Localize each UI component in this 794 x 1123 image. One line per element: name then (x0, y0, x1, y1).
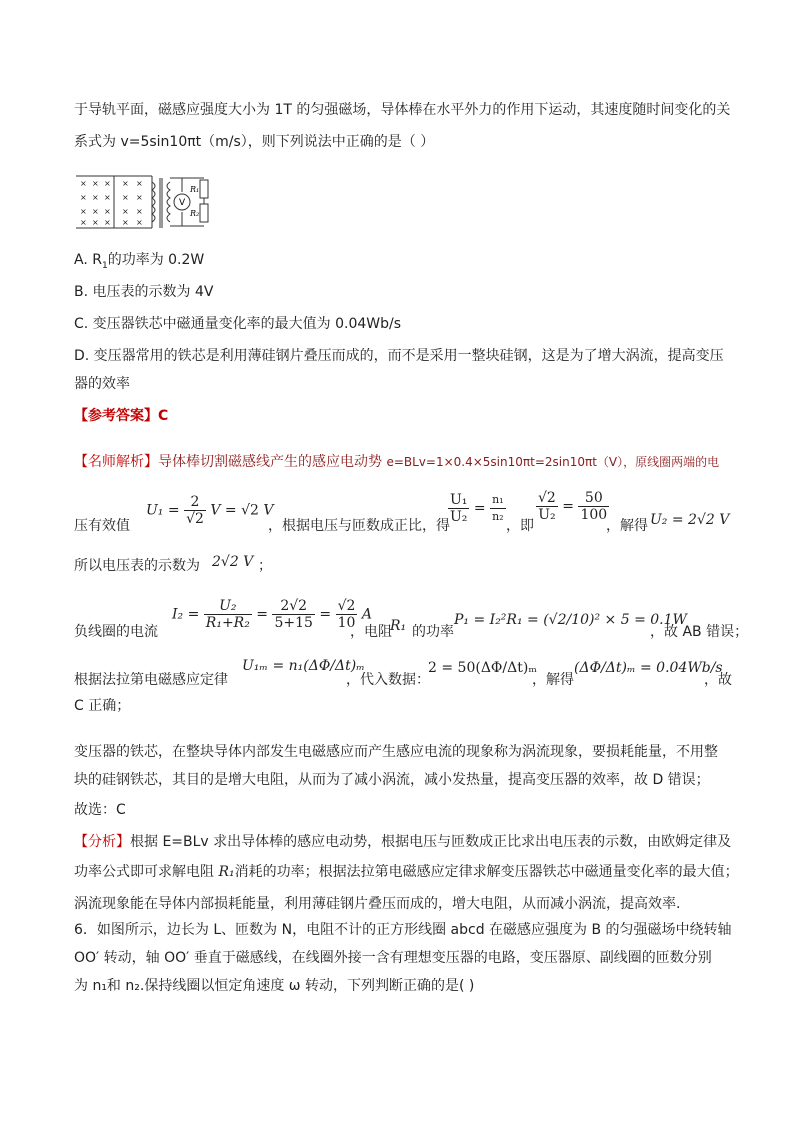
frac-den: √2 (186, 511, 204, 527)
ratio-n-num: n₁ (490, 492, 506, 509)
fenxi-line-1 (74, 832, 731, 852)
question-line-1: 于导轨平面，磁感应强度大小为 1T 的匀强磁场，导体棒在水平外力的作用下运动，其速度随时间变化的关 (74, 102, 731, 118)
svg-text:×: × (80, 218, 87, 227)
fenxi-r1: R₁ (218, 864, 235, 880)
analysis-line-3: 所以电压表的示数为 (74, 558, 200, 574)
q6-line-1: 6．如图所示，边长为 L、匝数为 N，电阻不计的正方形线圈 abcd 在磁感应强度为 B 的匀强磁场中绕转轴 (74, 922, 732, 938)
q6-line-3: 为 n₁和 n₂.保持线圈以恒定角速度 ω 转动，下列判断正确的是( ) (74, 978, 475, 994)
q6-line-2: OO′ 转动，轴 OO′ 垂直于磁感线，在线圈外接一含有理想变压器的电路，变压器原、副线圈的匝数分别 (74, 950, 712, 966)
eq-sqrt2: √2 (241, 502, 259, 519)
svg-text:×: × (122, 207, 129, 216)
analysis-line-4d: ，故 AB 错误； (650, 624, 749, 640)
rv-n-den: 100 (580, 507, 608, 523)
eq-result: (ΔΦ/Δt)ₘ = 0.04Wb/s (574, 660, 723, 676)
fenxi-text-2b: 消耗的功率；根据法拉第电磁感应定律求解变压器铁芯中磁通量变化率的最大值； (234, 864, 739, 880)
svg-text:×: × (136, 193, 143, 202)
rv-den: U₂ (538, 507, 556, 523)
analysis-line-6: C 正确； (74, 698, 131, 714)
i2-num2: 2√2 (272, 598, 314, 615)
r1-label: R₁ (190, 185, 200, 194)
frac-num: 2 (184, 494, 206, 511)
ratio-values-n (578, 490, 609, 523)
voltmeter-label: V (179, 198, 186, 208)
ratio-values-u (536, 490, 558, 523)
svg-text:×: × (136, 207, 143, 216)
option-d-line-1: D. 变压器常用的铁芯是利用薄硅钢片叠压而成的，而不是采用一整块硅钢，这是为了增大涡流，提高变压 (74, 348, 724, 364)
i2-frac1 (204, 598, 252, 631)
analysis-line-7: 变压器的铁芯，在整块导体内部发生电磁感应而产生感应电流的现象称为涡流现象，要损耗能量，不用整 (74, 744, 718, 760)
reference-answer: 【参考答案】C (74, 408, 169, 424)
rv-num: √2 (538, 490, 556, 506)
i2-unit: A (361, 606, 372, 623)
eq-u1: U₁ = $\frac{2}{√2}$ V = √2 V (146, 494, 274, 527)
analysis-line-2b: ，根据电压与匝数成正比，得 (268, 518, 450, 534)
eq-unit-v: V (210, 502, 221, 519)
option-a-prefix: A. R (74, 252, 102, 268)
analysis-line-9: 故选：C (74, 802, 126, 818)
fenxi-text-2a: 功率公式即可求解电阻 (74, 864, 214, 880)
option-d-line-2: 器的效率 (74, 376, 130, 392)
eq-r1: R₁ (390, 618, 407, 634)
analysis-line-2d: ，解得 (606, 518, 648, 534)
eq-ratio-values: $\frac{√2}{\text{U₂}}$ = $\frac{50}{100}$ (538, 490, 608, 523)
i2-frac2 (272, 598, 314, 631)
svg-text:×: × (122, 193, 129, 202)
svg-text:×: × (92, 193, 99, 202)
analysis-label: 【名师解析】 (74, 454, 158, 470)
analysis-line-3b: ； (258, 558, 272, 574)
ratio-u-num: U₁ (450, 492, 468, 508)
analysis-line-5c: ，解得 (532, 672, 574, 688)
eq-u2-result: U₂ = 2√2 V (650, 512, 730, 528)
eq-u1m: U₁ₘ = n₁(ΔΦ/Δt)ₘ (242, 658, 365, 674)
r2-label: R₂ (190, 209, 200, 218)
i2-den: R₁+R₂ (205, 615, 250, 631)
svg-text:×: × (104, 193, 111, 202)
analysis-line-5a: 根据法拉第电磁感应定律 (74, 672, 228, 688)
analysis-text-1b: e=BLv=1×0.4×5sin10πt=2sin10πt（V），原线圈两端的电 (386, 455, 720, 469)
fenxi-line-3: 涡流现象能在导体内部损耗能量，利用薄硅钢片叠压而成的，增大电阻，从而减小涡流，提高效率. (74, 896, 681, 912)
svg-text:×: × (136, 218, 143, 227)
ratio-u (448, 492, 469, 525)
svg-text:×: × (104, 207, 111, 216)
i2-den3: 10 (337, 615, 356, 631)
svg-text:×: × (80, 193, 87, 202)
eq-ratio: $\frac{\text{U₁}}{\text{U₂}}$ = $\frac{\text{n₁}}{\text{n₂}}$ (450, 492, 504, 525)
analysis-line-2a: 压有效值 (74, 518, 130, 534)
circuit-diagram (74, 172, 214, 232)
eq-u1-sym: U₁ (146, 502, 164, 519)
svg-text:×: × (104, 179, 111, 188)
i2-sym: I₂ (172, 606, 184, 623)
option-a (74, 250, 204, 276)
i2-num3: √2 (337, 598, 356, 614)
option-a-text: 的功率为 0.2W (107, 252, 205, 268)
fenxi-text-1: 根据 E=BLv 求出导体棒的感应电动势，根据电压与匝数成正比求出电压表的示数，由欧姆定律及 (130, 834, 732, 850)
question-line-2: 系式为 v=5sin10πt（m/s），则下列说法中正确的是（ ） (74, 134, 435, 150)
option-a-sub: 1 (101, 260, 108, 271)
svg-text:×: × (122, 218, 129, 227)
analysis-text-1a: 导体棒切割磁感线产生的感应电动势 (158, 454, 382, 470)
eq-unit-v2: V (263, 502, 274, 519)
svg-text:×: × (92, 179, 99, 188)
analysis-line-4b: ，电阻 (350, 624, 392, 640)
eq-u1-frac (184, 494, 206, 527)
ratio-n (490, 492, 506, 525)
eq-p1: P₁ = I₂²R₁ = (√2/10)² × 5 = 0.1W (454, 612, 687, 628)
option-c: C. 变压器铁芯中磁通量变化率的最大值为 0.04Wb/s (74, 316, 402, 332)
option-b: B. 电压表的示数为 4V (74, 284, 214, 300)
fenxi-line-2 (74, 862, 739, 882)
eq-subst: 2 = 50(ΔΦ/Δt)ₘ (428, 660, 537, 676)
svg-text:×: × (122, 179, 129, 188)
svg-text:×: × (92, 218, 99, 227)
i2-num: U₂ (204, 598, 252, 615)
fenxi-label: 【分析】 (74, 834, 130, 850)
analysis-line-1 (74, 452, 719, 472)
analysis-line-4a: 负线圈的电流 (74, 624, 158, 640)
eq-i2: I₂ = $\frac{\text{U₂}}{\text{R₁+R₂}}$ = $\frac{2√2}{5+15}$ = $\frac{√2}{10}$ A (172, 598, 372, 631)
analysis-line-5b: ，代入数据： (346, 672, 430, 688)
svg-text:×: × (104, 218, 111, 227)
rv-n-num: 50 (578, 490, 609, 507)
analysis-line-5d: ，故 (704, 672, 732, 688)
eq-voltmeter: 2√2 V (212, 554, 254, 570)
ratio-u-den: U₂ (450, 509, 468, 525)
ratio-n-den: n₂ (492, 510, 504, 523)
svg-text:×: × (92, 207, 99, 216)
i2-den2: 5+15 (274, 615, 313, 631)
analysis-line-4c: 的功率 (412, 624, 454, 640)
svg-text:×: × (80, 179, 87, 188)
svg-text:×: × (80, 207, 87, 216)
analysis-line-2c: ，即 (506, 518, 534, 534)
svg-text:×: × (136, 179, 143, 188)
analysis-line-8: 块的硅钢铁芯，其目的是增大电阻，从而为了减小涡流，减小发热量，提高变压器的效率，故 D 错误； (74, 772, 710, 788)
